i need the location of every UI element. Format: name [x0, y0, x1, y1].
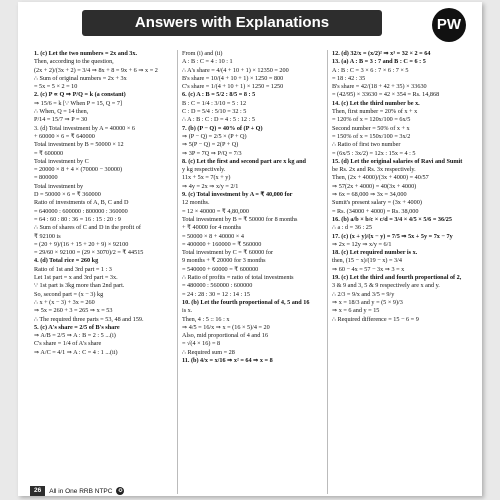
answer-line: = 120% of x = 120x/100 = 6x/5 [332, 116, 411, 124]
answer-line: 1. (c) Let the two numbers = 2x and 3x. [34, 50, 138, 57]
page-footer [30, 486, 124, 496]
answer-line: ∴ The required three parts = 53, 48 and 159. [34, 315, 144, 323]
answer-line: ₹ 92100 is [34, 232, 61, 240]
answer-line: ⇒ A/B = 2/5 ⇒ A : B = 2 : 5 ...(i) [34, 332, 116, 340]
answer-line: 13. (a) A : B = 3 : 7 and B : C = 6 : 5 [332, 58, 426, 66]
answer-line: ⇒ 5(P − Q) = 2(P + Q) [182, 141, 239, 149]
document-page [18, 2, 482, 496]
answer-line: A : B : C = 3 × 6 : 7 × 6 : 7 × 5 [332, 66, 409, 74]
answer-line: = 800000 [34, 174, 58, 182]
answer-line: 17. (c) (x + y)/(x − y) = 7/5 ⇒ 5x + 5y = 7x − 7y [332, 232, 453, 240]
answer-line: Also, mid proportional of 4 and 16 [182, 332, 269, 340]
answer-column-2 [182, 50, 322, 365]
answer-line: ∴ Ratio of first two number [332, 141, 401, 149]
answer-line: ⇒ 2x = 12y ⇒ x/y = 6/1 [332, 240, 392, 248]
answer-line: is x. [182, 307, 193, 315]
answer-line: = 540000 + 60000 = ₹ 600000 [182, 265, 259, 273]
answer-line: ∴ Ratio of profits = ratio of total investments [182, 274, 294, 282]
answer-line: ∴ a : d = 36 : 25 [332, 224, 372, 232]
column-divider [327, 50, 328, 494]
answer-line: ⇒ 4y = 2x ⇒ x/y = 2/1 [182, 182, 239, 190]
answer-line: = 29/60 × 92100 = (29 × 3070)/2 = ₹ 44515 [34, 249, 144, 257]
answer-line: Then, according to the question, [34, 58, 114, 66]
answer-line: 10. (b) Let the fourth proportional of 4, 5 and 16 [182, 298, 310, 306]
answer-line: From (i) and (ii) [182, 50, 223, 57]
column-divider [177, 50, 178, 494]
answer-line: ⇒ 3P = 7Q ⇒ P/Q = 7/3 [182, 149, 242, 157]
answer-line: Total investment by B = 50000 × 12 [34, 141, 124, 149]
answer-line: Ratio of 1st and 3rd part = 1 : 3 [34, 265, 112, 273]
answer-line: Sumit's present salary = (3x + 4000) [332, 199, 422, 207]
answer-line: = 64 : 60 : 80 : 36 = 16 : 15 : 20 : 9 [34, 215, 121, 223]
answer-line: So, second part = (x − 3) kg [34, 290, 104, 298]
answer-line: = 400000 + 160000 = ₹ 560000 [182, 240, 262, 248]
answer-line: ∵ 1st part is 3kg more than 2nd part. [34, 282, 125, 290]
answer-line: A : B : C = 4 : 10 : 1 [182, 58, 233, 66]
answer-line: B's share = 42/(18 + 42 + 35) × 33630 [332, 83, 427, 91]
answer-line: 6. (c) A : B = 5/2 : 8/5 = 8 : 5 [182, 91, 256, 99]
answer-line: ∴ When, Q = 14 then, [34, 108, 89, 116]
answer-line: = 480000 : 560000 : 600000 [182, 282, 253, 290]
publisher-logo: PW [432, 8, 466, 42]
answer-line: be Rs. 2x and Rs. 3x respectively. [332, 166, 416, 174]
answer-line: = Rs. (34000 + 4000) = Rs. 38,000 [332, 207, 419, 215]
answer-line: 15. (d) Let the original salaries of Ravi and Sumit [332, 157, 463, 165]
answer-line: ∴ Required difference = 15 − 6 = 9 [332, 315, 419, 323]
answer-line: + ₹ 40000 for 4 months [182, 224, 242, 232]
answer-line: ∴ 2/3 = 9/x and 3/5 = 9/y [332, 290, 395, 298]
answer-line: ⇒ 15/6 = k [∵ When P = 15, Q = 7] [34, 99, 122, 107]
answer-line: ⇒ 6x = 68,000 ⇒ 3x = 34,000 [332, 191, 407, 199]
answer-line: ⇒ 57(2x + 4000) = 40(3x + 4000) [332, 182, 417, 190]
answer-line: then, (15 − x)/(19 − x) = 3/4 [332, 257, 402, 265]
answer-line: ∴ Sum of shares of C and D in the profit of [34, 224, 141, 232]
answer-line: = 20000 × 8 + 4 × (70000 − 30000) [34, 166, 123, 174]
answer-line: D = 50000 × 6 = ₹ 360000 [34, 191, 101, 199]
answer-line: 4. (d) Total rice = 260 kg [34, 257, 99, 265]
answer-line: ∴ Sum of original numbers = 2x + 3x [34, 74, 127, 82]
answer-line: Total investment by C [34, 157, 89, 165]
answer-line: + 60000 × 6 = ₹ 640000 [34, 132, 95, 140]
answer-line: Ratio of investments of A, B, C and D [34, 199, 129, 207]
answer-line: ∴ x + (x − 3) + 3x = 260 [34, 298, 95, 306]
answer-line: Then, (2x + 4000)/(3x + 4000) = 40/57 [332, 174, 429, 182]
answer-column-3 [332, 50, 472, 324]
answer-line: ⇒ (P − Q) = 2/5 × (P + Q) [182, 132, 247, 140]
page-number: 26 [30, 486, 45, 496]
answer-line: B's share = 10/(4 + 10 + 1) × 1250 = 800 [182, 74, 284, 82]
answer-line: = (20 + 9)/(16 + 15 + 20 + 9) × 92100 [34, 240, 129, 248]
answer-line: = 150% of x = 150x/100 = 3x/2 [332, 132, 411, 140]
answer-line: = (42/95) × 33630 = 42 × 354 = Rs. 14,868 [332, 91, 440, 99]
answer-line: Second number = 50% of x + x [332, 124, 410, 132]
answer-line: (2x + 2)/(3x + 2) = 3/4 ⇒ 8x + 8 = 9x + 6 ⇒ x = 2 [34, 66, 158, 74]
answer-line: 12. (d) 32/x = (x/2)² ⇒ x³ = 32 × 2 = 64 [332, 50, 431, 57]
answer-line: C's share = 1/4 of A's share [34, 340, 102, 348]
answer-line: = 18 : 42 : 35 [332, 74, 366, 82]
answer-line: ⇒ x = 18/3 and y = (5 × 9)/3 [332, 298, 403, 306]
answer-line: ⇒ x = 6 and y = 15 [332, 307, 380, 315]
answer-column-1 [34, 50, 174, 357]
answer-line: 9 months + ₹ 20000 for 3 months [182, 257, 266, 265]
answer-line: 3 & 9 and 3, 5 & 9 respectively are x and y. [332, 282, 440, 290]
answer-line: = 5x = 5 × 2 = 10 [34, 83, 78, 91]
answer-line: = 12 × 40000 = ₹ 4,80,000 [182, 207, 249, 215]
section-title: Answers with Explanations [82, 10, 382, 36]
answer-line: = ₹ 600000 [34, 149, 64, 157]
answer-line: ⇒ 5x = 260 + 3 = 265 ⇒ x = 53 [34, 307, 113, 315]
answer-line: y kg respectively. [182, 166, 226, 174]
answer-line: Total investment by [34, 182, 84, 190]
answer-line: 2. (c) P ∝ Q ⇒ P/Q = k (a constant) [34, 91, 126, 99]
answer-line: 11x + 5x = 7(x + y) [182, 174, 231, 182]
answer-line: ∴ A's share = 4/(4 + 10 + 1) × 12350 = 200 [182, 66, 289, 74]
answer-line: Total investment by C = ₹ 60000 for [182, 249, 274, 257]
answer-line: = 50000 × 8 + 40000 × 4 [182, 232, 244, 240]
answer-line: 12 months. [182, 199, 210, 207]
answer-line: ⇒ A/C = 4/1 ⇒ A : C = 4 : 1 ...(ii) [34, 348, 118, 356]
book-title: All in One RRB NTPC [49, 487, 113, 495]
answer-line: 8. (c) Let the first and second part are x kg and [182, 157, 306, 165]
answer-line: 19. (c) Let the third and fourth proportional of 2, [332, 274, 462, 282]
answer-line: ⇒ 4/5 = 16/x ⇒ x = (16 × 5)/4 = 20 [182, 323, 270, 331]
answer-line: = 24 : 28 : 30 = 12 : 14 : 15 [182, 290, 250, 298]
brand-icon: ✪ [118, 488, 123, 494]
answer-line: C : D = 5/4 : 5/10 = 32 : 5 [182, 108, 247, 116]
answer-line: 7. (b) (P − Q) = 40% of (P + Q) [182, 124, 263, 132]
answer-line: 11. (b) 4/x = x/16 ⇒ x² = 64 ⇒ x = 8 [182, 356, 273, 364]
answer-line: B : C = 1/4 : 3/10 = 5 : 12 [182, 99, 247, 107]
answer-line: 18. (c) Let required number is x. [332, 249, 418, 257]
answer-line: Let 1st part = x and 3rd part = 3x. [34, 274, 118, 282]
answer-line: 9. (c) Total investment by A = ₹ 40,000 for [182, 191, 293, 199]
answer-line: 5. (c) A's share = 2/5 of B's share [34, 323, 120, 331]
answer-line: 16. (b) a/b × b/c × c/d = 3/4 × 4/5 × 5/6 = 36/25 [332, 215, 452, 223]
answer-line: Then, 4 : 5 :: 16 : x [182, 315, 230, 323]
answer-line: Then, first number = 20% of x + x [332, 108, 418, 116]
answer-line: P/14 = 15/7 ⇒ P = 30 [34, 116, 88, 124]
answer-line: = 640000 : 600000 : 800000 : 360000 [34, 207, 128, 215]
answer-line: ⇒ 60 − 4x = 57 − 3x ⇒ 3 = x [332, 265, 405, 273]
answer-line: 14. (c) Let the third number be x. [332, 99, 420, 107]
answer-line: 3. (d) Total investment by A = 40000 × 6 [34, 124, 135, 132]
answer-line: ∴ Required sum = 28 [182, 348, 235, 356]
answer-line: C's share = 1/(4 + 10 + 1) × 1250 = 1250 [182, 83, 284, 91]
answer-line: = √(4 × 16) = 8 [182, 340, 221, 348]
answer-line: = (6x/5 : 3x/2) = 12x : 15x = 4 : 5 [332, 149, 416, 157]
answer-line: ∴ A : B : C : D = 4 : 5 : 12 : 5 [182, 116, 255, 124]
answer-line: Total investment by B = ₹ 50000 for 8 months [182, 215, 298, 223]
